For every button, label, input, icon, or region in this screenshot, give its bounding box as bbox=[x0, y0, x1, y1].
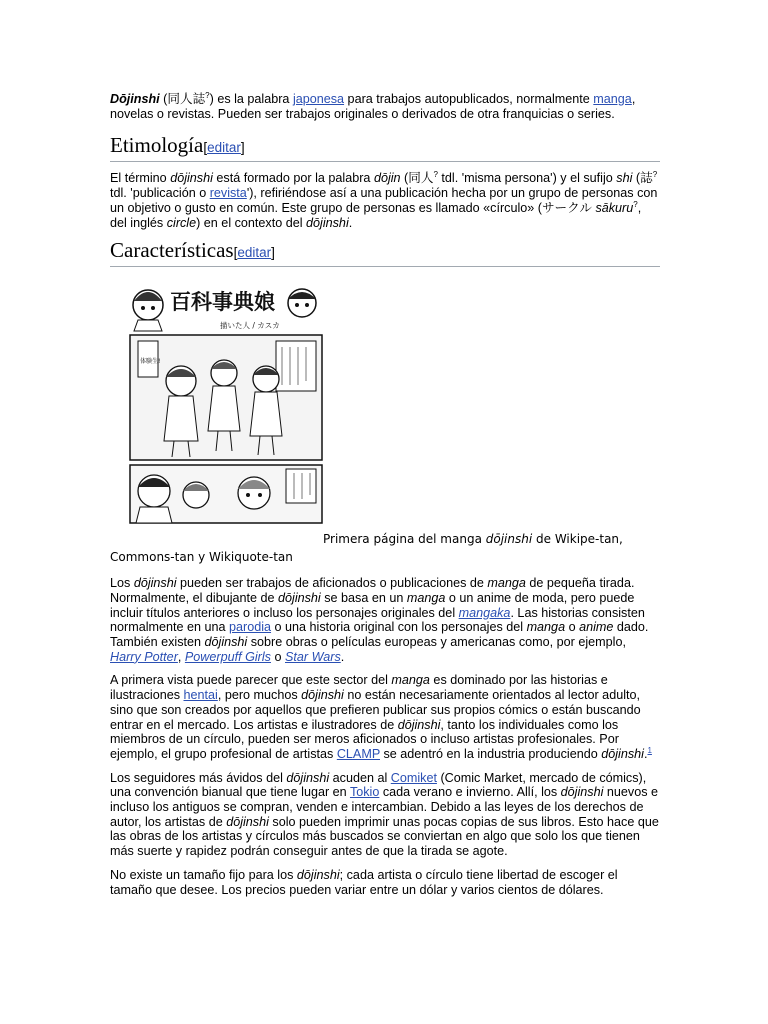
italic-term: dōjinshi bbox=[397, 717, 441, 732]
text: , novelas o revistas. Pueden ser trabajos originales o derivados de otra franquicias o series. bbox=[110, 92, 636, 121]
edit-section bbox=[203, 140, 244, 155]
text: ( bbox=[159, 92, 168, 106]
edit-link-etimologia[interactable]: editar bbox=[207, 140, 241, 156]
link-revista[interactable]: revista bbox=[209, 186, 247, 201]
comic-title: 百科事典娘 bbox=[170, 290, 275, 315]
italic-term: sākuru bbox=[595, 200, 634, 215]
italic-term: dōjinshi bbox=[204, 635, 248, 650]
etimologia-paragraph bbox=[110, 171, 660, 230]
character-figure bbox=[238, 477, 270, 509]
character-figure bbox=[136, 475, 172, 523]
italic-term: manga bbox=[487, 576, 526, 591]
link-text: Powerpuff Girls bbox=[184, 649, 271, 664]
italic-term: dōjinshi bbox=[170, 171, 213, 186]
text: ) es la palabra bbox=[209, 92, 293, 106]
reference-link[interactable]: 1 bbox=[647, 745, 652, 755]
text: , tanto los individuales como los miembros de un círculo, pueden ser meros aficionados o incluso artistas profesionales. Por ejemplo, el grupo profesional de artistas bbox=[110, 717, 619, 761]
paragraph-4 bbox=[110, 868, 660, 897]
heading-etimologia bbox=[110, 133, 660, 162]
article-body bbox=[110, 92, 660, 897]
paragraph-3 bbox=[110, 771, 660, 859]
text: ) en el contexto del bbox=[196, 215, 307, 230]
italic-term: dōjinshi bbox=[485, 532, 533, 547]
text: (誌 bbox=[632, 171, 653, 186]
text: o bbox=[270, 649, 285, 664]
text: está formado por la palabra bbox=[212, 171, 374, 186]
text: . bbox=[340, 649, 345, 664]
text: . bbox=[643, 746, 648, 761]
link-star-wars[interactable] bbox=[285, 650, 341, 664]
text: se adentró en la industria produciendo bbox=[380, 746, 602, 761]
italic-term: dōjinshi bbox=[296, 867, 340, 882]
text: no están necesariamente orientados al lector adulto, sino que son creados por aquellos que prefieren publicar sus propios cómics o están buscando entrar en el mercado. Los artistas e ilustradores de bbox=[110, 688, 641, 732]
text: de Wikipe-tan, bbox=[532, 532, 623, 547]
bracket: [ bbox=[203, 140, 208, 156]
intro-paragraph bbox=[110, 92, 660, 121]
paragraph-2 bbox=[110, 673, 660, 761]
help-icon[interactable]: ? bbox=[633, 199, 638, 209]
italic-term: anime bbox=[579, 620, 614, 635]
text: Los bbox=[110, 576, 134, 591]
link-text: mangaka bbox=[458, 605, 511, 620]
text: es dominado por las historias e ilustraciones bbox=[110, 673, 608, 703]
comic-subtitle: 描いた人 / カスカ bbox=[220, 321, 280, 331]
italic-term: manga bbox=[526, 620, 566, 635]
text: solo pueden imprimir unas pocas copias de sus libros. Esto hace que las obras de los artistas y círculos más buscados se conviertan en algo que solo los que tienen más suerte y rapidez podrán conseguir antes de que la tirada se agote. bbox=[110, 814, 659, 859]
help-icon[interactable]: ? bbox=[652, 170, 658, 180]
link-japonesa[interactable]: japonesa bbox=[292, 92, 345, 106]
italic-term: dōjinshi bbox=[278, 590, 321, 605]
kanji-text: 同人誌 bbox=[167, 92, 206, 106]
link-comiket[interactable]: Comiket bbox=[390, 770, 437, 785]
image-caption bbox=[110, 530, 660, 566]
text: El término bbox=[110, 171, 171, 186]
paragraph-1 bbox=[110, 576, 660, 664]
help-icon[interactable]: ? bbox=[433, 170, 438, 180]
caption-line-2: Commons-tan y Wikiquote-tan bbox=[110, 550, 293, 565]
italic-term: dōjinshi bbox=[560, 785, 604, 800]
text: '), refiriéndose así a una publicación hecha por un grupo de personas con un objetivo o gusto en común. Este grupo de personas es llamado «círculo» (サークル bbox=[110, 186, 658, 215]
edit-section bbox=[234, 245, 275, 260]
text: A primera vista puede parecer que este sector del bbox=[110, 673, 392, 688]
link-clamp[interactable]: CLAMP bbox=[336, 746, 380, 761]
link-parodia[interactable]: parodia bbox=[229, 620, 272, 635]
italic-term: dōjinshi bbox=[286, 770, 330, 785]
italic-term: manga bbox=[406, 590, 446, 605]
italic-term: dōjinshi bbox=[306, 215, 349, 230]
link-mangaka[interactable] bbox=[459, 606, 511, 620]
edit-link-caracteristicas[interactable]: editar bbox=[237, 245, 272, 261]
link-harry-potter[interactable] bbox=[110, 650, 178, 664]
help-icon[interactable]: ? bbox=[205, 90, 210, 100]
text: o una historia original con los personajes del bbox=[271, 620, 527, 635]
italic-term: manga bbox=[391, 673, 430, 688]
text: Los seguidores más ávidos del bbox=[110, 770, 287, 785]
speech-bubble-panel-2 bbox=[286, 469, 316, 503]
bubble-text: 体験生! bbox=[140, 358, 161, 366]
bracket: ] bbox=[240, 140, 245, 156]
text: nuevos e incluso los antiguos se compran, venden e intercambian. Debido a las leyes de los derechos de autor, los artistas de bbox=[110, 785, 659, 829]
text: se basa en un bbox=[320, 590, 407, 605]
text: o bbox=[565, 620, 580, 635]
link-tokio[interactable]: Tokio bbox=[349, 785, 380, 800]
text: tdl. 'misma persona') y el sufijo bbox=[437, 171, 617, 186]
caption-line-1 bbox=[110, 530, 660, 548]
text: acuden al bbox=[329, 770, 391, 785]
link-hentai[interactable]: hentai bbox=[183, 688, 218, 703]
text: dado. También existen bbox=[110, 620, 649, 650]
text: . Las historias consisten normalmente en una bbox=[110, 605, 645, 635]
italic-term: shi bbox=[616, 171, 633, 186]
bracket: [ bbox=[233, 245, 238, 261]
chibi-character-right bbox=[288, 289, 316, 317]
link-text: Star Wars bbox=[285, 649, 341, 664]
chibi-character-left bbox=[133, 290, 163, 331]
link-manga[interactable]: manga bbox=[593, 92, 632, 106]
heading-text: Etimología bbox=[110, 133, 204, 158]
italic-term: circle bbox=[166, 215, 197, 230]
heading-text: Características bbox=[110, 238, 234, 263]
manga-page-image bbox=[126, 281, 326, 526]
link-text: Harry Potter bbox=[110, 649, 178, 664]
italic-term: dōjinshi bbox=[301, 688, 344, 703]
text: (同人 bbox=[400, 171, 434, 186]
heading-caracteristicas bbox=[110, 238, 660, 267]
text: cada verano e invierno. Allí, los bbox=[379, 785, 561, 800]
text: de pequeña tirada. Normalmente, el dibujante de bbox=[110, 576, 635, 605]
italic-term: dōjinshi bbox=[133, 576, 177, 591]
text: (Comic Market, mercado de cómics), una convención bianual que tiene lugar en bbox=[110, 770, 647, 800]
text: ; cada artista o círculo tiene libertad de escoger el tamaño que desee. Los precios pueden variar entre un dólar y varios cientos de dólares. bbox=[110, 867, 618, 897]
text: , del inglés bbox=[110, 200, 642, 230]
text: tdl. 'publicación o bbox=[110, 186, 210, 201]
text: o un anime de moda, pero puede incluir títulos anteriores o incluso los personajes originales del bbox=[110, 590, 635, 620]
italic-term: dōjin bbox=[373, 171, 401, 186]
text: Primera página del manga bbox=[323, 532, 486, 547]
character-figure bbox=[183, 482, 209, 508]
text: . bbox=[348, 215, 353, 230]
italic-term: dōjinshi bbox=[226, 814, 269, 829]
intro-term: Dōjinshi bbox=[110, 92, 160, 106]
text: para trabajos autopublicados, normalmente bbox=[344, 92, 594, 106]
italic-term: dōjinshi bbox=[601, 746, 644, 761]
text: sobre obras o películas europeas y americanas como, por ejemplo, bbox=[247, 635, 626, 650]
text: , pero muchos bbox=[217, 688, 302, 703]
bracket: ] bbox=[271, 245, 275, 261]
link-powerpuff-girls[interactable] bbox=[185, 650, 271, 664]
text: No existe un tamaño fijo para los bbox=[110, 867, 297, 882]
text: pueden ser trabajos de aficionados o publicaciones de bbox=[176, 576, 488, 591]
text: , bbox=[177, 649, 185, 664]
